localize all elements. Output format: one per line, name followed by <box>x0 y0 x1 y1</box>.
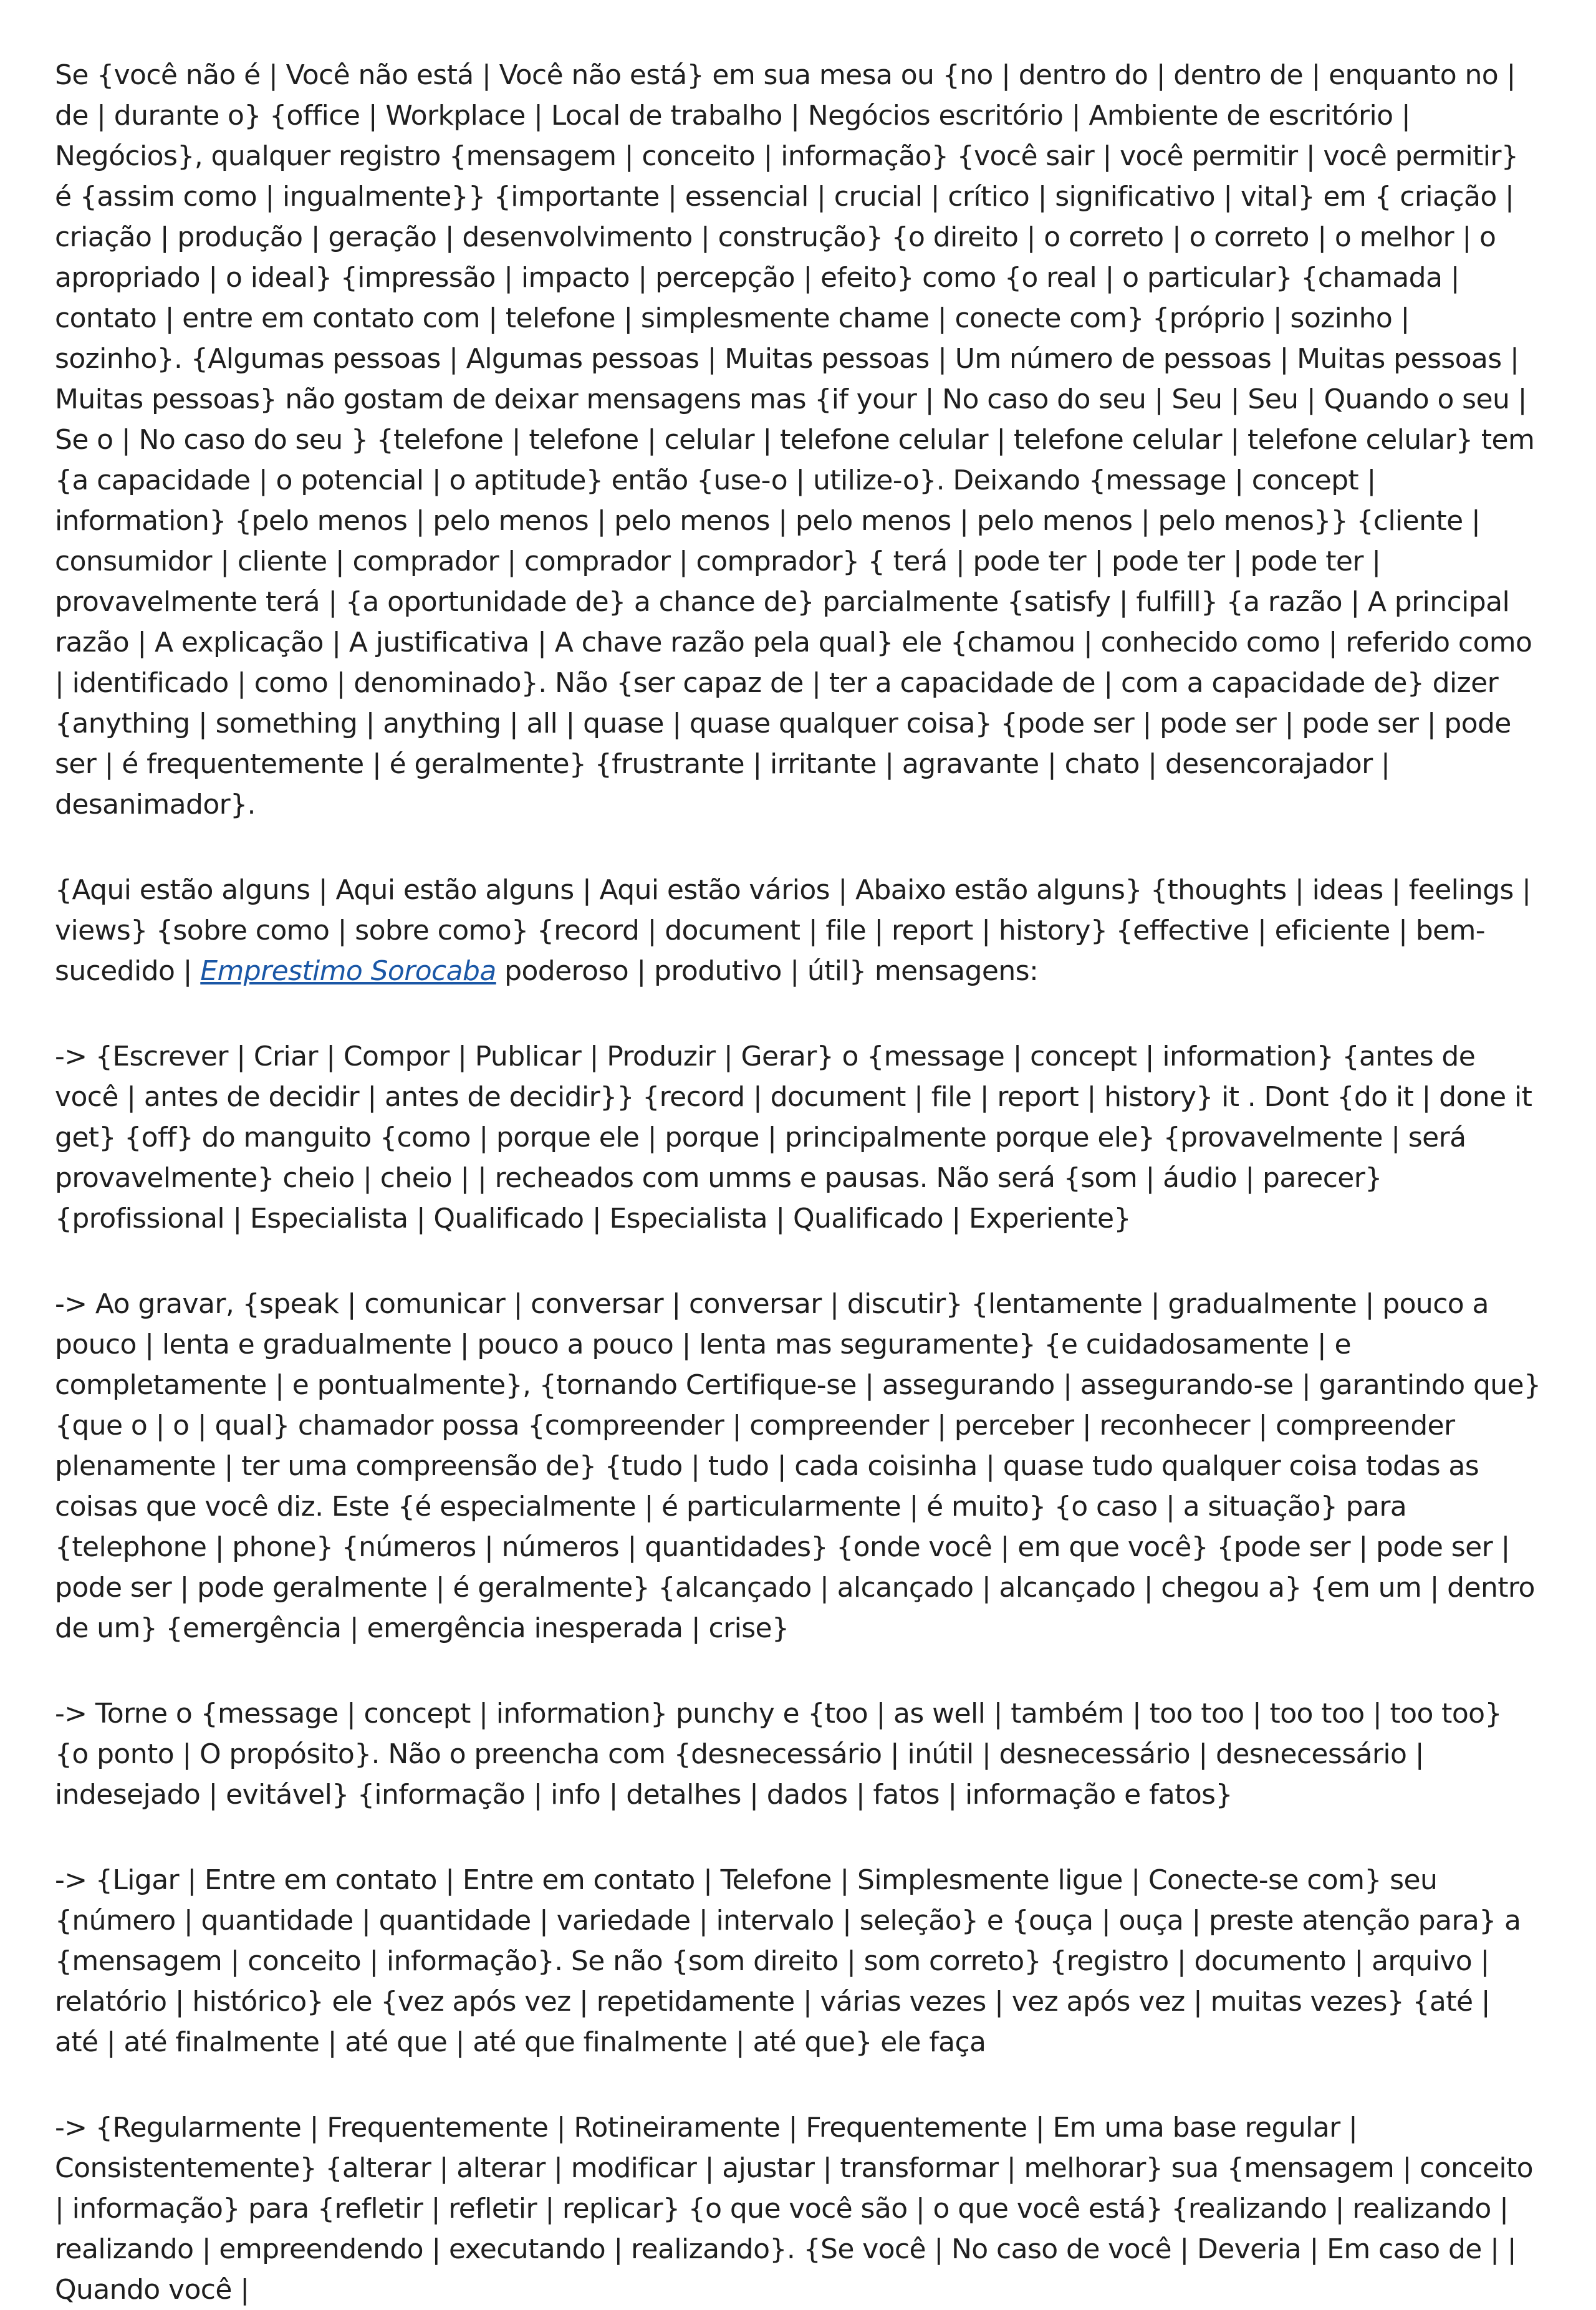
paragraph-tips-intro-text-end: poderoso | produtivo | útil} mensagens: <box>504 955 1039 987</box>
paragraph-tips-intro <box>55 870 1541 991</box>
tip-speak-slowly: -> Ao gravar, {speak | comunicar | conversar | conversar | discutir} {lentamente | gradualmente | pouco a pouco | lenta e gradualmente | pouco a pouco | lenta mas seguramente} {e cuidadosamente | e completamente | e pontualmente}, {tornando Certifique-se | assegurando | assegurando-se | garantindo que} {que o | o | qual} chamador possa {compreender | compreender | perceber | reconhecer | compreender plenamente | ter uma compreensão de} {tudo | tudo | cada coisinha | quase tudo qualquer coisa todas as coisas que você diz. Este {é especialmente | é particularmente | é muito} {o caso | a situação} para {telephone | phone} {números | números | quantidades} {onde você | em que você} {pode ser | pode ser | pode ser | pode geralmente | é geralmente} {alcançado | alcançado | alcançado | chegou a} {em um | dentro de um} {emergência | emergência inesperada | crise} <box>55 1288 1541 1644</box>
paragraph-intro: Se {você não é | Você não está | Você não está} em sua mesa ou {no | dentro do | dentro de | enquanto no | de | durante o} {office | Workplace | Local de trabalho | Negócios escritório | Ambiente de escritório | Negócios}, qualquer registro {mensagem | conceito | informação} {você sair | você permitir | você permitir} é {assim como | ingualmente}} {importante | essencial | crucial | crítico | significativo | vital} em { criação | criação | produção | geração | desenvolvimento | construção} {o direito | o correto | o correto | o melhor | o apropriado | o ideal} {impressão | impacto | percepção | efeito} como {o real | o particular} {chamada | contato | entre em contato com | telefone | simplesmente chame | conecte com} {próprio | sozinho | sozinho}. {Algumas pessoas | Algumas pessoas | Muitas pessoas | Um número de pessoas | Muitas pessoas | Muitas pessoas} não gostam de deixar mensagens mas {if your | No caso do seu | Seu | Seu | Quando o seu | Se o | No caso do seu } {telefone | telefone | celular | telefone celular | telefone celular | telefone celular} tem {a capacidade | o potencial | o aptitude} então {use-o | utilize-o}. Deixando {message | concept | information} {pelo menos | pelo menos | pelo menos | pelo menos | pelo menos | pelo menos}} {cliente | consumidor | cliente | comprador | comprador | comprador} { terá | pode ter | pode ter | pode ter | provavelmente terá | {a oportunidade de} a chance de} parcialmente {satisfy | fulfill} {a razão | A principal razão | A explicação | A justificativa | A chave razão pela qual} ele {chamou | conhecido como | referido como | identificado | como | denominado}. Não {ser capaz de | ter a capacidade de | com a capacidade de} dizer {anything | something | anything | all | quase | quase qualquer coisa} {pode ser | pode ser | pode ser | pode ser | é frequentemente | é geralmente} {frustrante | irritante | agravante | chato | desencorajador | desanimador}. <box>55 59 1535 821</box>
paragraph-tips-intro-text: {Aqui estão alguns | Aqui estão alguns | Aqui estão vários | Abaixo estão alguns} {thoughts | ideas | feelings | views} {sobre como | sobre como} {record | document | file | report | history} {effective | eficiente | bem-sucedido | <box>55 874 1531 987</box>
tip-write-message: -> {Escrever | Criar | Compor | Publicar | Produzir | Gerar} o {message | concept | information} {antes de você | antes de decidir | antes de decidir}} {record | document | file | report | history} it . Dont {do it | done it get} {off} do manguito {como | porque ele | porque | principalmente porque ele} {provavelmente | será provavelmente} cheio | cheio | | recheados com umms e pausas. Não será {som | áudio | parecer} {profissional | Especialista | Qualificado | Especialista | Qualificado | Experiente} <box>55 1041 1532 1234</box>
tip-call-number: -> {Ligar | Entre em contato | Entre em contato | Telefone | Simplesmente ligue | Conecte-se com} seu {número | quantidade | quantidade | variedade | intervalo | seleção} e {ouça | ouça | preste atenção para} a {mensagem | conceito | informação}. Se não {som direito | som correto} {registro | documento | arquivo | relatório | histórico} ele {vez após vez | repetidamente | várias vezes | vez após vez | muitas vezes} {até | até | até finalmente | até que | até que finalmente | até que} ele faça <box>55 1864 1521 2058</box>
tip-punchy-message: -> Torne o {message | concept | information} punchy e {too | as well | também | too too | too too | too too} {o ponto | O propósito}. Não o preencha com {desnecessário | inútil | desnecessário | desnecessário | indesejado | evitável} {informação | info | detalhes | dados | fatos | informação e fatos} <box>55 1698 1502 1811</box>
emprestimo-sorocaba-link[interactable]: Emprestimo Sorocaba <box>200 955 496 987</box>
tip-update-message: -> {Regularmente | Frequentemente | Rotineiramente | Frequentemente | Em uma base regular | Consistentemente} {alterar | alterar | modificar | ajustar | transformar | melhorar} sua {mensagem | conceito | informação} para {refletir | refletir | replicar} {o que você são | o que você está} {realizando | realizando | realizando | empreendendo | executando | realizando}. {Se você | No caso de você | Deveria | Em caso de | | Quando você | <box>55 2112 1533 2306</box>
